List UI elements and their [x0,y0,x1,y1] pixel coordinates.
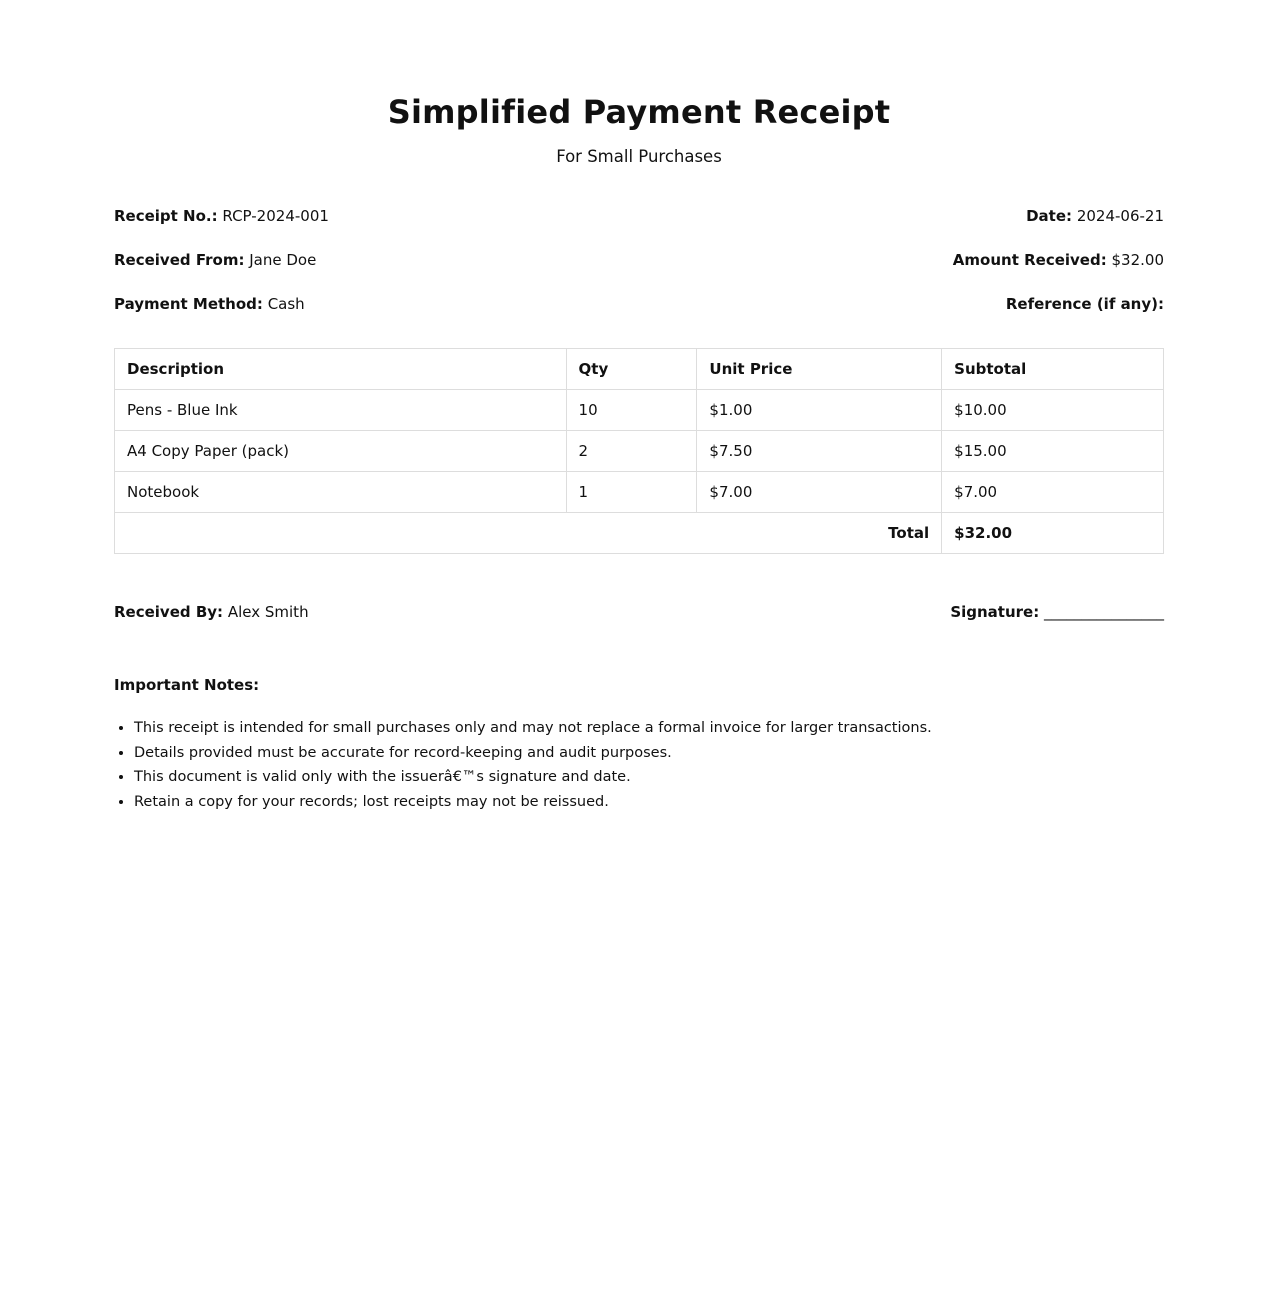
notes-list [114,716,1164,814]
receipt-date-label: Date: [1026,207,1073,225]
cell-qty: 1 [566,472,697,513]
cell-description: A4 Copy Paper (pack) [115,431,567,472]
info-row-1 [114,205,1164,227]
info-row-3 [114,293,1164,315]
reference-label: Reference (if any): [1005,295,1164,313]
amount-received-value: $32.00 [1111,251,1164,269]
cell-qty: 2 [566,431,697,472]
received-from [114,249,316,271]
table-row [115,431,1164,472]
header-qty: Qty [566,349,697,390]
total-label: Total [115,513,942,554]
payment-method [114,293,305,315]
cell-unit-price: $7.00 [697,472,942,513]
cell-description: Notebook [115,472,567,513]
total-row [115,513,1164,554]
note-item: • This document is valid only with the issuerâ€™s signature and date. [134,765,1164,790]
receipt-number-value: RCP-2024-001 [222,207,329,225]
receipt-date-value: 2024-06-21 [1076,207,1164,225]
cell-qty: 10 [566,390,697,431]
amount-received-label: Amount Received: [952,251,1107,269]
signature [950,601,1164,623]
table-header-row [115,349,1164,390]
received-by [114,601,309,623]
page-subtitle: For Small Purchases [556,147,722,166]
received-from-value: Jane Doe [249,251,317,269]
cell-subtotal: $10.00 [942,390,1164,431]
note-item: • Details provided must be accurate for record-keeping and audit purposes. [134,741,1164,766]
received-by-value: Alex Smith [227,603,309,621]
cell-unit-price: $1.00 [697,390,942,431]
items-table [114,348,1164,554]
footer-row [114,601,1164,623]
header-description: Description [115,349,567,390]
receipt-number [114,205,329,227]
cell-subtotal: $15.00 [942,431,1164,472]
cell-unit-price: $7.50 [697,431,942,472]
reference [1006,293,1164,315]
table-row [115,390,1164,431]
signature-label: Signature: [950,603,1040,621]
received-by-label: Received By: [114,603,224,621]
total-value: $32.00 [942,513,1164,554]
note-item: • Retain a copy for your records; lost receipts may not be reissued. [134,790,1164,815]
payment-method-label: Payment Method: [114,295,263,313]
amount-received [953,249,1164,271]
header-unit-price: Unit Price [697,349,942,390]
receipt-date [1026,205,1164,227]
table-row [115,472,1164,513]
signature-line: ________________ [1044,603,1164,621]
page-title: Simplified Payment Receipt [387,93,891,131]
cell-subtotal: $7.00 [942,472,1164,513]
info-row-2 [114,249,1164,271]
header-subtotal: Subtotal [942,349,1164,390]
note-item: • This receipt is intended for small purchases only and may not replace a formal invoice for larger transactions. [134,716,1164,741]
notes-heading: Important Notes: [114,676,260,694]
payment-method-value: Cash [267,295,305,313]
cell-description: Pens - Blue Ink [115,390,567,431]
received-from-label: Received From: [114,251,245,269]
receipt-number-label: Receipt No.: [114,207,218,225]
